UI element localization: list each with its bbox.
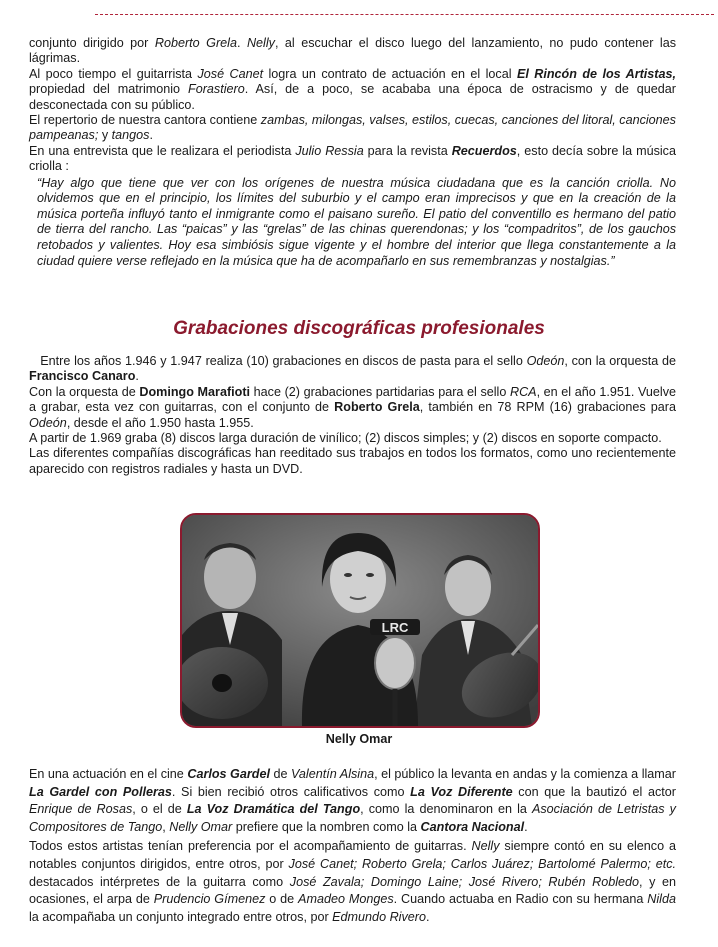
text: , el público la levanta en andas y la comienza a llamar — [374, 767, 676, 781]
mic-label: LRC — [381, 620, 409, 635]
text: de — [269, 767, 291, 781]
paragraph-reediciones — [29, 446, 676, 477]
genre: tangos — [111, 128, 150, 143]
person-name: Nelly Omar — [169, 819, 233, 834]
text: El repertorio de nuestra cantora contiene — [29, 113, 261, 128]
nickname: Cantora Nacional — [420, 819, 525, 834]
person-name: José Canet — [197, 66, 264, 81]
text: . — [425, 909, 430, 924]
paragraph-grela — [29, 36, 676, 67]
orchestra-name: Domingo Marafioti — [139, 384, 251, 399]
person-name: Enrique de Rosas — [29, 802, 133, 817]
text: , y en ocasiones, el arpa de — [29, 874, 676, 907]
text: la acompañaba un conjunto integrado entre otros, por — [29, 909, 333, 924]
text: , desde el año 1.950 hasta 1.955. — [66, 415, 254, 430]
guitarist-list: José Canet; Roberto Grela; Carlos Juárez; Bartolomé Palermo; etc. — [288, 856, 677, 871]
closing-section — [29, 766, 676, 926]
venue-name: El Rincón de los Artistas, — [516, 66, 676, 81]
paragraph-vinilo — [29, 431, 676, 446]
microphone — [375, 637, 415, 689]
text: Al poco tiempo el guitarrista — [29, 66, 198, 81]
left-man-face — [204, 545, 256, 609]
person-name: Nelly — [471, 839, 500, 854]
person-name: Amadeo Monges — [298, 892, 394, 907]
genres: zambas, milongas, valses, estilos, cuecas, canciones del litoral, canciones pampeanas; — [29, 113, 676, 143]
text: , también en 78 RPM (16) grabaciones para — [419, 400, 676, 415]
top-dashed-rule — [95, 14, 714, 15]
nickname: La Voz Diferente — [410, 784, 513, 799]
text: hace (2) grabaciones partidarias para el sello — [250, 384, 510, 399]
paragraph-repertorio — [29, 113, 676, 144]
person-name: Prudencio Gímenez — [153, 892, 266, 907]
text: siempre contó en su elenco a notables conjuntos dirigidos, entre otros, por — [29, 839, 676, 871]
text: . Así, de a poco, se acababa una época de ostracismo y de quedar desconectada con su público. — [29, 82, 677, 112]
text: . Cuando actuaba en Radio con su hermana — [393, 892, 648, 907]
text: , como la denominaron en la — [360, 802, 532, 817]
label-name: Odeón — [29, 415, 67, 430]
text: destacados intérpretes de la guitarra como — [29, 874, 290, 889]
text: , — [162, 819, 170, 834]
place-name: Valentín Alsina — [291, 767, 375, 781]
text: , o el de — [132, 802, 187, 817]
text: . — [524, 819, 528, 834]
paragraph-entrevista — [29, 144, 676, 175]
label-name: Odeón — [526, 354, 565, 368]
recordings-section — [29, 354, 676, 477]
person-name: Edmundo Rivero — [332, 909, 426, 924]
text: , en el año 1.951. Vuelve a grabar, esta vez con guitarras, con el conjunto de — [29, 384, 677, 415]
text: o de — [265, 892, 299, 907]
paragraph-odeon — [29, 354, 676, 385]
text: conjunto dirigido por — [29, 36, 155, 50]
text: prefiere que la nombren como la — [232, 819, 421, 834]
paragraph-canet — [29, 67, 676, 113]
photo-caption: Nelly Omar — [325, 732, 393, 746]
section-heading: Grabaciones discográficas profesionales — [173, 318, 545, 339]
magazine-name: Recuerdos — [451, 143, 517, 158]
text: propiedad del matrimonio — [29, 82, 189, 97]
nelly-omar-photo — [180, 513, 540, 728]
text: En una entrevista que le realizara el periodista — [29, 143, 296, 158]
label-name: RCA — [509, 384, 537, 399]
person-name: Julio Ressia — [295, 143, 364, 158]
text: . — [149, 128, 153, 143]
text: Entre los años 1.946 y 1.947 realiza (10) grabaciones en discos de pasta para el sello — [29, 354, 527, 368]
text: . — [236, 36, 247, 50]
paragraph-marafioti — [29, 385, 676, 431]
text: . — [135, 369, 139, 384]
cinema-name: Carlos Gardel — [187, 767, 270, 781]
paragraph-guitarras — [29, 838, 676, 926]
intro-section — [29, 36, 676, 269]
interview-quote: “Hay algo que tiene que ver con los orígenes de nuestra música ciudadana que es la canción criolla. No olvidemos que en el principio, los límites del suburbio y el campo eran imprecisos y que en la creación de la música porteña influyó tanto el inmigrante como el paisano sureño. El patio del conventillo es hermano del patio de tierra del rancho. Las “paicas” y las “grelas” de las chinas querendonas; y los “compadritos”, de los gauchos retobados y valientes. Hoy esa simbiósis sigue vigente y el hombre del interior que llega constantemente a la ciudad quiere verse reflejado en la música que ha de acompañarlo en sus remembranzas y nostalgias.” — [37, 175, 676, 268]
text: para la revista — [363, 143, 452, 158]
orchestra-name: Francisco Canaro — [29, 369, 136, 384]
text: , esto decía sobre la música criolla : — [29, 143, 676, 174]
association-name: Asociación de Letristas y Compositores de Tango — [29, 802, 676, 834]
text: En una actuación en el cine — [29, 767, 188, 781]
ensemble-name: Roberto Grela — [334, 400, 420, 415]
text: y — [98, 128, 112, 143]
nickname: La Gardel con Polleras — [29, 784, 172, 799]
text: , con la orquesta de — [564, 354, 677, 368]
text: Las diferentes compañías discográficas han reeditado sus trabajos en todos los formatos, como uno recientemente aparecido con registros radiales y hasta un DVD. — [29, 446, 676, 476]
nickname: La Voz Dramática del Tango — [186, 802, 361, 817]
text: con que la bautizó el actor — [512, 784, 676, 799]
text: , al escuchar el disco luego del lanzamiento, no pudo contener las lágrimas. — [29, 36, 676, 66]
person-name: Forastiero — [188, 82, 245, 97]
text: Con la orquesta de — [29, 384, 140, 399]
photo-illustration — [182, 515, 538, 726]
text: Todos estos artistas tenían preferencia por el acompañamiento de guitarras. — [29, 839, 472, 854]
guitarist-list: José Zavala; Domingo Laine; José Rivero; Rubén Robledo — [289, 874, 640, 889]
person-name: Roberto Grela — [154, 36, 237, 50]
person-name: Nelly — [246, 36, 275, 50]
text: logra un contrato de actuación en el local — [263, 66, 517, 81]
person-name: Nilda — [647, 892, 676, 907]
paragraph-gardel — [29, 766, 676, 836]
text: . Si bien recibió otros calificativos como — [171, 784, 411, 799]
text: A partir de 1.969 graba (8) discos larga duración de vinílico; (2) discos simples; y (2) discos en soporte compacto. — [29, 431, 662, 446]
